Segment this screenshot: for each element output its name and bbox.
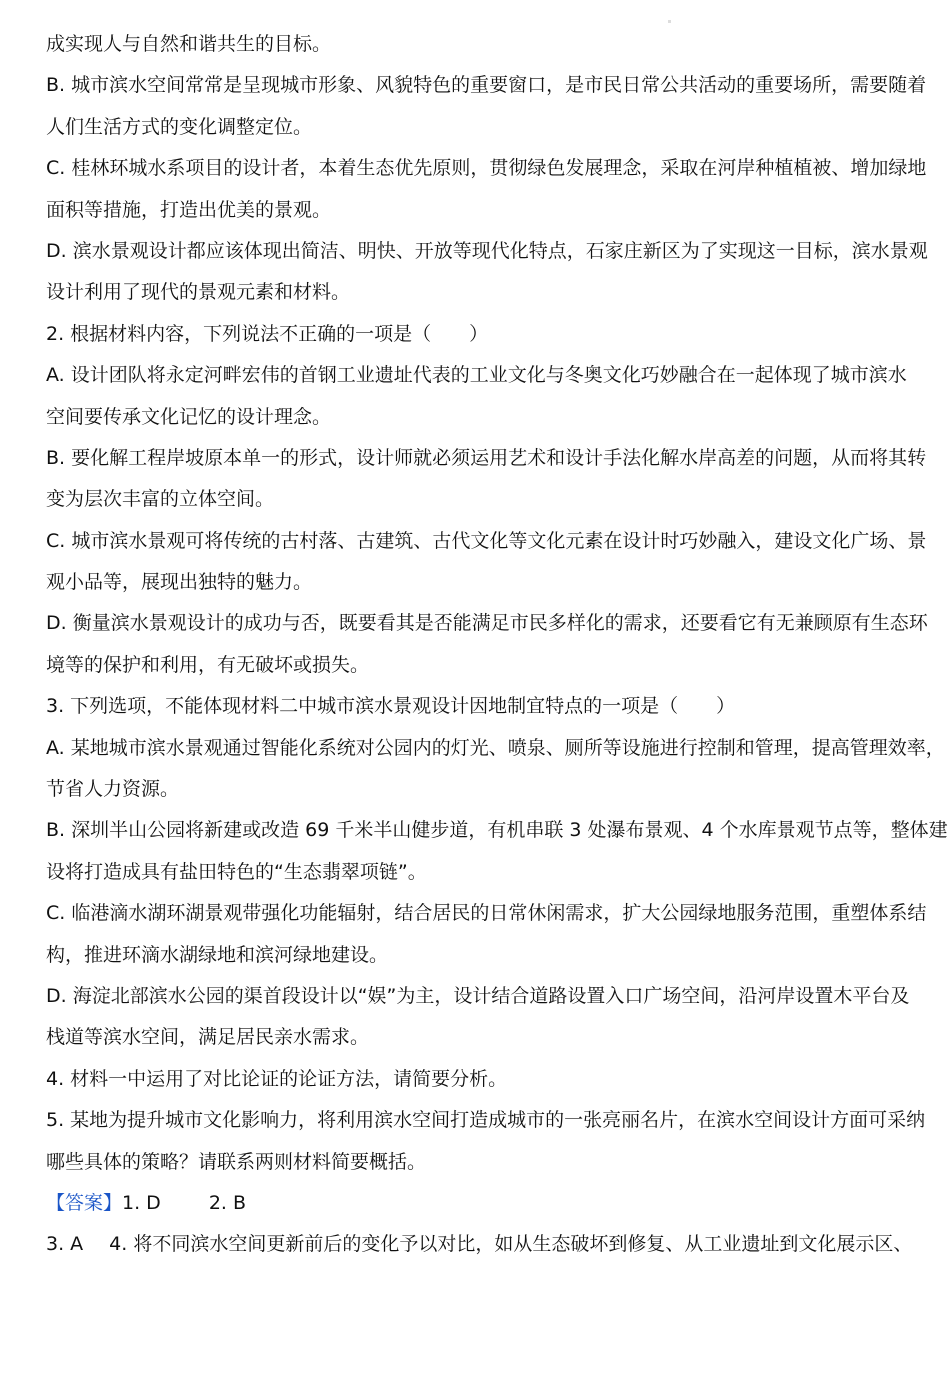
text-line: 构，推进环滴水湖绿地和滨河绿地建设。	[46, 943, 389, 966]
answer-line-2	[46, 1224, 916, 1265]
option-c-q3: C. 临港滴水湖环湖景观带强化功能辐射，结合居民的日常休闲需求，扩大公园绿地服务范围，重塑体系结	[46, 902, 927, 925]
answer-2: 2. B	[208, 1191, 247, 1214]
text-line: 变为层次丰富的立体空间。	[46, 488, 275, 511]
option-d-q2: D. 衡量滨水景观设计的成功与否，既要看其是否能满足市民多样化的需求，还要看它有无兼顾原有生态环	[46, 612, 928, 635]
answer-1: 1. D	[122, 1191, 161, 1214]
text-line: 设计利用了现代的景观元素和材料。	[46, 281, 351, 304]
text-line: 节省人力资源。	[46, 778, 180, 801]
answer-tag: 【答案】	[46, 1191, 123, 1214]
answer-line-1	[46, 1183, 916, 1224]
text-line: 空间要传承文化记忆的设计理念。	[46, 405, 332, 428]
answer-3: 3. A	[46, 1233, 84, 1256]
text-line: 观小品等，展现出独特的魅力。	[46, 571, 313, 594]
question-4: 4. 材料一中运用了对比论证的论证方法，请简要分析。	[46, 1067, 508, 1090]
question-2: 2. 根据材料内容，下列说法不正确的一项是（ ）	[46, 322, 489, 345]
option-b-q1: B. 城市滨水空间常常是呈现城市形象、风貌特色的重要窗口，是市民日常公共活动的重要场所，需要随着	[46, 74, 927, 97]
option-c-q1: C. 桂林环城水系项目的设计者，本着生态优先原则，贯彻绿色发展理念，采取在河岸种植植被、增加绿地	[46, 157, 927, 180]
option-d-q3: D. 海淀北部滨水公园的渠首段设计以“娱”为主，设计结合道路设置入口广场空间，沿河岸设置木平台及	[46, 984, 910, 1007]
option-b-q2: B. 要化解工程岸坡原本单一的形式，设计师就必须运用艺术和设计手法化解水岸高差的问题，从而将其转	[46, 446, 927, 469]
scan-speck	[668, 20, 671, 23]
option-d-q1: D. 滨水景观设计都应该体现出简洁、明快、开放等现代化特点，石家庄新区为了实现这一目标，滨水景观	[46, 239, 928, 262]
document-page	[46, 24, 948, 1266]
option-a-q3: A. 某地城市滨水景观通过智能化系统对公园内的灯光、喷泉、厕所等设施进行控制和管理，提高管理效率，	[46, 736, 945, 759]
option-a-q2: A. 设计团队将永定河畔宏伟的首钢工业遗址代表的工业文化与冬奥文化巧妙融合在一起体现了城市滨水	[46, 364, 907, 387]
question-5: 5. 某地为提升城市文化影响力，将利用滨水空间打造成城市的一张亮丽名片，在滨水空间设计方面可采纳	[46, 1109, 926, 1132]
text-line: 成实现人与自然和谐共生的目标。	[46, 33, 332, 55]
option-c-q2: C. 城市滨水景观可将传统的古村落、古建筑、古代文化等文化元素在设计时巧妙融入，建设文化广场、景	[46, 529, 927, 552]
text-line: 栈道等滨水空间，满足居民亲水需求。	[46, 1026, 370, 1049]
answer-4-text: 4. 将不同滨水空间更新前后的变化予以对比，如从生态破坏到修复、从工业遗址到文化展示区、	[109, 1233, 913, 1256]
text-line: 人们生活方式的变化调整定位。	[46, 115, 313, 138]
text-line: 设将打造成具有盐田特色的“生态翡翠项链”。	[46, 860, 427, 883]
text-line: 面积等措施，打造出优美的景观。	[46, 198, 332, 221]
option-b-q3: B. 深圳半山公园将新建或改造 69 千米半山健步道，有机串联 3 处瀑布景观、4 个水库景观节点等，整体建	[46, 819, 948, 842]
text-line: 哪些具体的策略？请联系两则材料简要概括。	[46, 1150, 427, 1173]
text-line: 境等的保护和利用，有无破坏或损失。	[46, 653, 370, 676]
question-3: 3. 下列选项，不能体现材料二中城市滨水景观设计因地制宜特点的一项是（ ）	[46, 695, 736, 718]
